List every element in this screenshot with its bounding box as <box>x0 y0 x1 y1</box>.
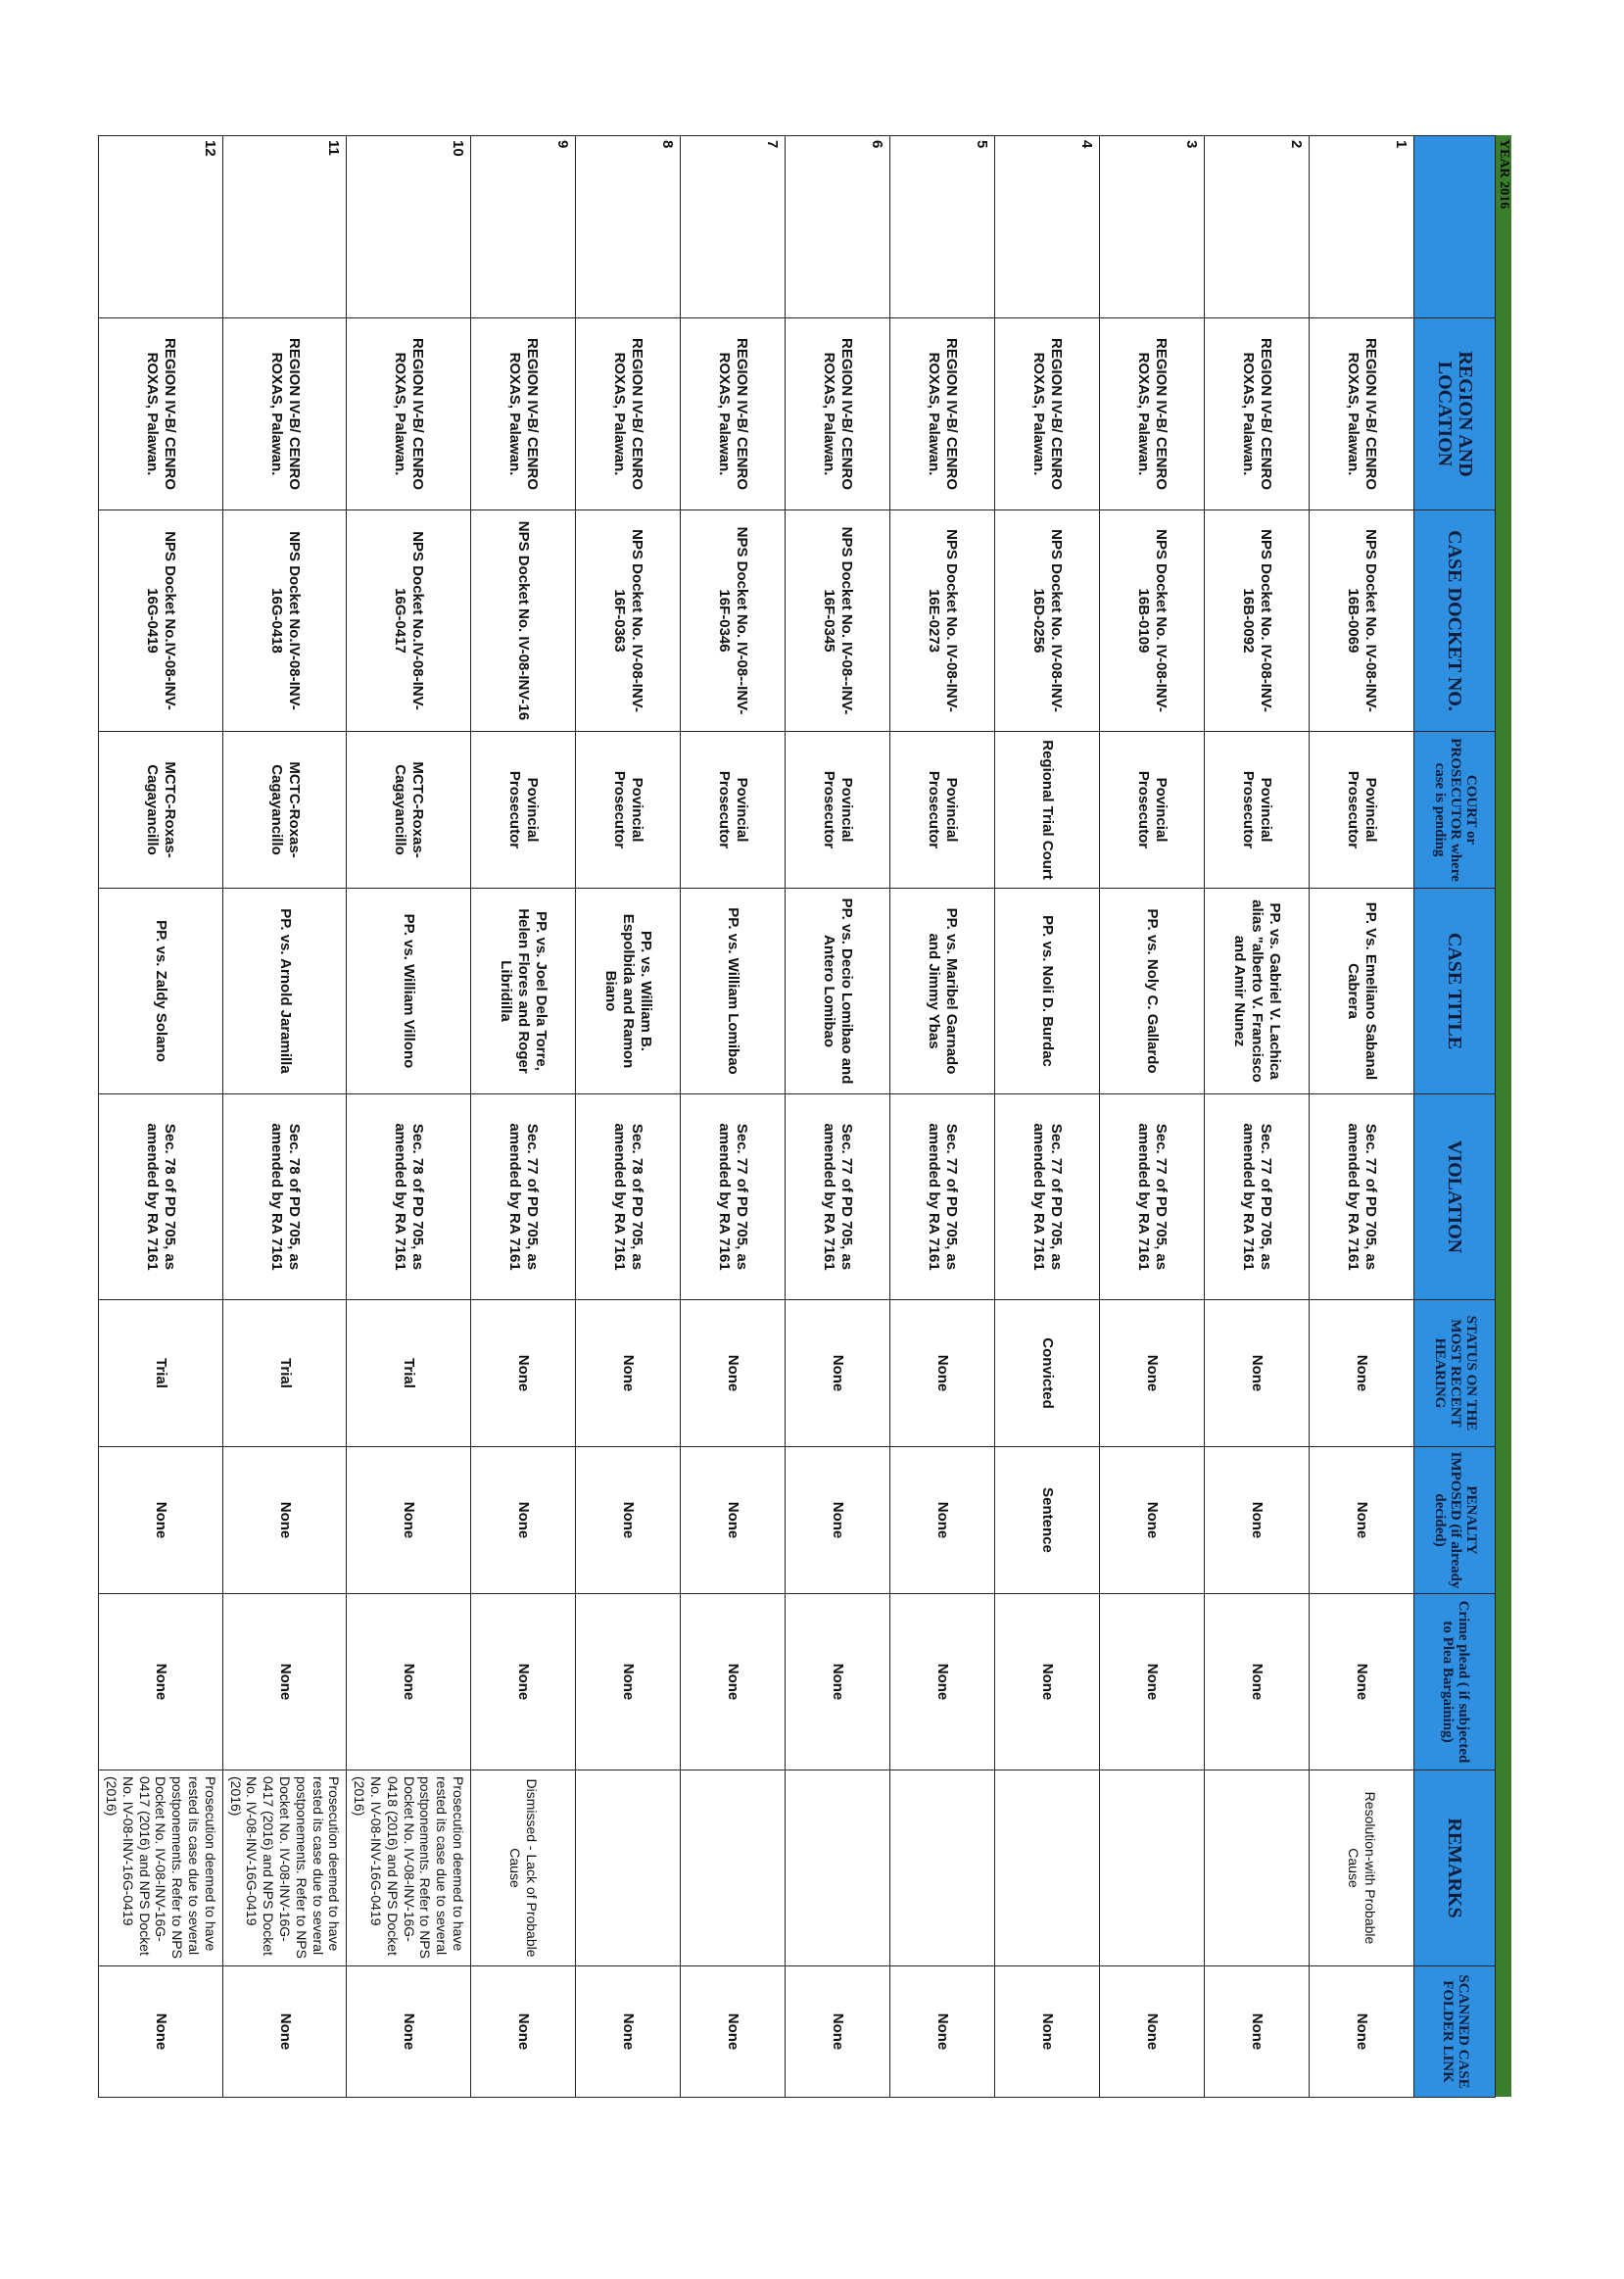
cell-status: Trial <box>222 1300 347 1447</box>
header-row <box>1414 136 1496 2098</box>
cell-docket: NPS Docket No. IV-08-INV-16 <box>471 510 576 732</box>
table-row <box>786 136 890 2098</box>
cell-folder: None <box>347 1966 471 2098</box>
cell-status: None <box>681 1300 786 1447</box>
cell-crime: None <box>786 1594 890 1770</box>
cell-no: 8 <box>576 136 681 318</box>
cell-location: REGION IV-B/ CENRO ROXAS, Palawan. <box>576 318 681 510</box>
cell-title: PP. vs. Decio Lomibao and Antero Lomibao <box>786 889 890 1094</box>
cell-remarks <box>681 1770 786 1966</box>
cell-crime: None <box>99 1594 223 1770</box>
cell-remarks: Prosecution deemed to have rested its case due to several postponements. Refer to NPS Docket No. IV-08-INV-16G-0418 (2016) and NPS Docket No. IV-08-INV-16G-0419 (2016) <box>347 1770 471 1966</box>
cell-penalty: None <box>1310 1447 1414 1594</box>
cell-folder: None <box>1205 1966 1310 2098</box>
cell-title: PP. Vs. Emeliano Sabanal Cabrera <box>1310 889 1414 1094</box>
cell-title: PP. vs. Arnold Jaramilla <box>222 889 347 1094</box>
cell-penalty: Sentence <box>995 1447 1100 1594</box>
cell-remarks <box>1205 1770 1310 1966</box>
table-body <box>99 136 1414 2098</box>
cell-status: None <box>1205 1300 1310 1447</box>
cell-location: REGION IV-B/ CENRO ROXAS, Palawan. <box>222 318 347 510</box>
cell-status: None <box>786 1300 890 1447</box>
cell-title: PP. vs. William Lomibao <box>681 889 786 1094</box>
cell-folder: None <box>222 1966 347 2098</box>
table-row <box>99 136 223 2098</box>
cell-docket: NPS Docket No. IV-08-INV-16D-0256 <box>995 510 1100 732</box>
cell-folder: None <box>576 1966 681 2098</box>
header-title: CASE TITLE <box>1414 889 1496 1094</box>
cell-court: Povincial Prosecutor <box>890 732 995 889</box>
cell-penalty: None <box>786 1447 890 1594</box>
cell-violation: Sec. 77 of PD 705, as amended by RA 7161 <box>890 1094 995 1300</box>
cell-court: MCTC-Roxas-Cagayancillo <box>347 732 471 889</box>
cell-court: Povincial Prosecutor <box>576 732 681 889</box>
cell-violation: Sec. 77 of PD 705, as amended by RA 7161 <box>471 1094 576 1300</box>
cell-location: REGION IV-B/ CENRO ROXAS, Palawan. <box>347 318 471 510</box>
table-row <box>1310 136 1414 2098</box>
cell-docket: NPS Docket No. IV-08-INV-16B-0092 <box>1205 510 1310 732</box>
cell-title: PP. vs. Zaldy Solano <box>99 889 223 1094</box>
cell-remarks: Prosecution deemed to have rested its case due to several postponements. Refer to NPS Docket No. IV-08-INV-16G-0417 (2016) and NPS Docket No. IV-08-INV-16G-0419 (2016) <box>222 1770 347 1966</box>
cell-crime: None <box>1100 1594 1205 1770</box>
cell-crime: None <box>471 1594 576 1770</box>
cell-remarks <box>786 1770 890 1966</box>
cell-crime: None <box>1205 1594 1310 1770</box>
cell-status: Trial <box>347 1300 471 1447</box>
cell-penalty: None <box>890 1447 995 1594</box>
cell-remarks: Resolution-with Probable Cause <box>1310 1770 1414 1966</box>
cell-penalty: None <box>99 1447 223 1594</box>
cell-title: PP. vs. William B. Espolbida and Ramon Biano <box>576 889 681 1094</box>
table-row <box>995 136 1100 2098</box>
cell-no: 5 <box>890 136 995 318</box>
table-row <box>681 136 786 2098</box>
cell-location: REGION IV-B/ CENRO ROXAS, Palawan. <box>786 318 890 510</box>
header-violation: VIOLATION <box>1414 1094 1496 1300</box>
header-crime: Crime plead ( if subjected to Plea Bargaining) <box>1414 1594 1496 1770</box>
cell-title: PP. vs. Noli D. Burdac <box>995 889 1100 1094</box>
cell-no: 12 <box>99 136 223 318</box>
header-remarks: REMARKS <box>1414 1770 1496 1966</box>
year-label: YEAR 2016 <box>1496 135 1511 2097</box>
cell-violation: Sec. 78 of PD 705, as amended by RA 7161 <box>576 1094 681 1300</box>
cell-title: PP. vs. Gabriel V. Lachica alias "alberto V. Francisco and Amir Nunez <box>1205 889 1310 1094</box>
cell-docket: NPS Docket No. IV-08-INV-16E-0273 <box>890 510 995 732</box>
cell-location: REGION IV-B/ CENRO ROXAS, Palawan. <box>471 318 576 510</box>
header-location: REGION AND LOCATION <box>1414 318 1496 510</box>
cell-title: PP. vs. Noly C. Gallardo <box>1100 889 1205 1094</box>
cell-penalty: None <box>681 1447 786 1594</box>
cell-court: Povincial Prosecutor <box>1310 732 1414 889</box>
cell-location: REGION IV-B/ CENRO ROXAS, Palawan. <box>1310 318 1414 510</box>
cell-court: Povincial Prosecutor <box>1100 732 1205 889</box>
cell-remarks: Dismissed - Lack of Probable Cause <box>471 1770 576 1966</box>
cell-docket: NPS Docket No. IV-08-INV-16B-0109 <box>1100 510 1205 732</box>
cell-penalty: None <box>1100 1447 1205 1594</box>
cell-court: MCTC-Roxas-Cagayancillo <box>222 732 347 889</box>
cell-penalty: None <box>471 1447 576 1594</box>
cell-crime: None <box>576 1594 681 1770</box>
cell-violation: Sec. 77 of PD 705, as amended by RA 7161 <box>1205 1094 1310 1300</box>
table-row <box>890 136 995 2098</box>
cell-status: None <box>1100 1300 1205 1447</box>
cell-status: Trial <box>99 1300 223 1447</box>
cell-location: REGION IV-B/ CENRO ROXAS, Palawan. <box>1100 318 1205 510</box>
table-row <box>576 136 681 2098</box>
cell-title: PP. vs. William Villono <box>347 889 471 1094</box>
cell-folder: None <box>1100 1966 1205 2098</box>
header-penalty: PENALTY IMPOSED (if already decided) <box>1414 1447 1496 1594</box>
cell-docket: NPS Docket No.IV-08-INV-16G-0418 <box>222 510 347 732</box>
table-row <box>222 136 347 2098</box>
cell-location: REGION IV-B/ CENRO ROXAS, Palawan. <box>890 318 995 510</box>
cell-penalty: None <box>576 1447 681 1594</box>
header-docket: CASE DOCKET NO. <box>1414 510 1496 732</box>
cell-no: 6 <box>786 136 890 318</box>
cell-crime: None <box>222 1594 347 1770</box>
cell-folder: None <box>890 1966 995 2098</box>
case-table <box>98 135 1496 2098</box>
cell-violation: Sec. 78 of PD 705, as amended by RA 7161 <box>347 1094 471 1300</box>
cell-docket: NPS Docket No. IV-08--INV-16F-0345 <box>786 510 890 732</box>
header-folder: SCANNED CASE FOLDER LINK <box>1414 1966 1496 2098</box>
cell-violation: Sec. 77 of PD 705, as amended by RA 7161 <box>786 1094 890 1300</box>
table-row <box>1100 136 1205 2098</box>
cell-title: PP. vs. Maribel Garnado and Jimmy Ybas <box>890 889 995 1094</box>
cell-court: Povincial Prosecutor <box>471 732 576 889</box>
cell-court: Povincial Prosecutor <box>786 732 890 889</box>
cell-violation: Sec. 78 of PD 705, as amended by RA 7161 <box>99 1094 223 1300</box>
cell-status: None <box>576 1300 681 1447</box>
cell-violation: Sec. 77 of PD 705, as amended by RA 7161 <box>995 1094 1100 1300</box>
cell-penalty: None <box>222 1447 347 1594</box>
cell-folder: None <box>681 1966 786 2098</box>
cell-remarks <box>1100 1770 1205 1966</box>
cell-no: 7 <box>681 136 786 318</box>
cell-location: REGION IV-B/ CENRO ROXAS, Palawan. <box>995 318 1100 510</box>
cell-violation: Sec. 78 of PD 705, as amended by RA 7161 <box>222 1094 347 1300</box>
cell-no: 2 <box>1205 136 1310 318</box>
cell-crime: None <box>890 1594 995 1770</box>
cell-status: None <box>471 1300 576 1447</box>
cell-no: 3 <box>1100 136 1205 318</box>
cell-court: Povincial Prosecutor <box>1205 732 1310 889</box>
cell-penalty: None <box>1205 1447 1310 1594</box>
rotated-case-table <box>104 135 1511 2097</box>
cell-violation: Sec. 77 of PD 705, as amended by RA 7161 <box>1310 1094 1414 1300</box>
cell-status: None <box>1310 1300 1414 1447</box>
cell-folder: None <box>1310 1966 1414 2098</box>
cell-folder: None <box>995 1966 1100 2098</box>
table-frame <box>104 135 1511 2097</box>
cell-crime: None <box>347 1594 471 1770</box>
table-row <box>347 136 471 2098</box>
cell-folder: None <box>471 1966 576 2098</box>
cell-remarks <box>995 1770 1100 1966</box>
cell-status: Convicted <box>995 1300 1100 1447</box>
cell-remarks <box>890 1770 995 1966</box>
header-status: STATUS ON THE MOST RECENT HEARING <box>1414 1300 1496 1447</box>
cell-court: MCTC-Roxas-Cagayancillo <box>99 732 223 889</box>
cell-no: 11 <box>222 136 347 318</box>
header-no <box>1414 136 1496 318</box>
cell-remarks: Prosecution deemed to have rested its case due to several postponements. Refer to NPS Docket No. IV-08-INV-16G-0417 (2016) and NPS Docket No. IV-08-INV-16G-0419 (2016) <box>99 1770 223 1966</box>
cell-no: 4 <box>995 136 1100 318</box>
cell-status: None <box>890 1300 995 1447</box>
cell-docket: NPS Docket No.IV-08-INV-16G-0417 <box>347 510 471 732</box>
cell-violation: Sec. 77 of PD 705, as amended by RA 7161 <box>681 1094 786 1300</box>
header-court: COURT or PROSECUTOR where case is pending <box>1414 732 1496 889</box>
cell-docket: NPS Docket No. IV-08-INV-16B-0069 <box>1310 510 1414 732</box>
table-row <box>471 136 576 2098</box>
cell-court: Regional Trial Court <box>995 732 1100 889</box>
cell-no: 9 <box>471 136 576 318</box>
cell-crime: None <box>681 1594 786 1770</box>
table-row <box>1205 136 1310 2098</box>
cell-crime: None <box>1310 1594 1414 1770</box>
cell-location: REGION IV-B/ CENRO ROXAS, Palawan. <box>681 318 786 510</box>
cell-location: REGION IV-B/ CENRO ROXAS, Palawan. <box>1205 318 1310 510</box>
cell-docket: NPS Docket No. IV-08--INV-16F-0346 <box>681 510 786 732</box>
cell-title: PP. vs. Joel Dela Torre, Helen Flores and Roger Libridilla <box>471 889 576 1094</box>
cell-docket: NPS Docket No. IV-08-INV-16F-0363 <box>576 510 681 732</box>
cell-no: 1 <box>1310 136 1414 318</box>
cell-penalty: None <box>347 1447 471 1594</box>
cell-crime: None <box>995 1594 1100 1770</box>
cell-docket: NPS Docket No.IV-08-INV-16G-0419 <box>99 510 223 732</box>
cell-court: Povincial Prosecutor <box>681 732 786 889</box>
cell-violation: Sec. 77 of PD 705, as amended by RA 7161 <box>1100 1094 1205 1300</box>
cell-remarks <box>576 1770 681 1966</box>
cell-folder: None <box>786 1966 890 2098</box>
cell-location: REGION IV-B/ CENRO ROXAS, Palawan. <box>99 318 223 510</box>
cell-no: 10 <box>347 136 471 318</box>
cell-folder: None <box>99 1966 223 2098</box>
